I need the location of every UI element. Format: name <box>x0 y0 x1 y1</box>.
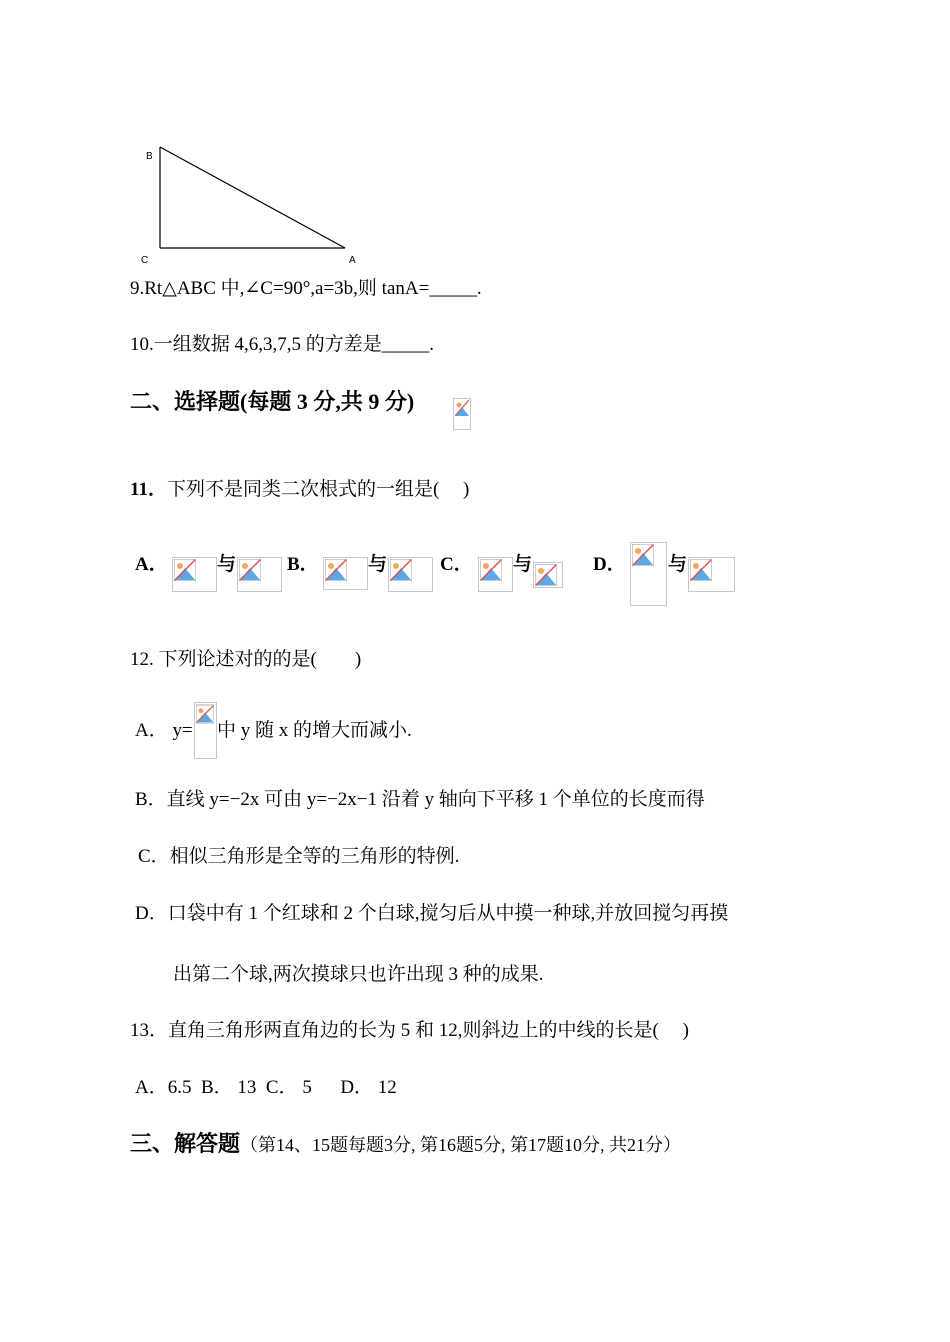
formula-image-icon <box>172 557 217 592</box>
question-11 <box>130 478 469 502</box>
broken-image-icon <box>453 398 471 430</box>
q12-option-b: B．直线 y=−2x 可由 y=−2x−1 沿着 y 轴向下平移 1 个单位的长度而得 <box>135 789 705 810</box>
vertex-label-c: C <box>141 255 149 266</box>
with-label: 与 <box>217 554 237 575</box>
formula-image-icon <box>388 557 433 592</box>
question-11-number: 11． <box>130 479 167 500</box>
section-3-title: 三、解答题 <box>130 1131 241 1156</box>
q12-option-d-line2: 出第二个球,两次摸球只也许出现 3 种的成果. <box>173 964 544 985</box>
formula-image-icon <box>630 542 667 606</box>
question-12: 12. 下列论述对的的是( ) <box>130 649 362 670</box>
vertex-label-b: B <box>146 151 153 162</box>
formula-image-icon <box>533 562 563 588</box>
question-9: 9.Rt△ABC 中,∠C=90°,a=3b,则 tanA=_____. <box>130 278 482 299</box>
section-2-heading: 二、选择题(每题 3 分,共 9 分) <box>130 389 415 414</box>
formula-image-icon <box>237 557 282 592</box>
formula-image-icon <box>194 702 217 759</box>
formula-image-icon <box>478 557 513 592</box>
question-13: 13．直角三角形两直角边的长为 5 和 12,则斜边上的中线的长是( ) <box>130 1020 689 1041</box>
with-label: 与 <box>513 554 533 575</box>
section-3-note: （第14、15题每题3分, 第16题5分, 第17题10分, 共21分） <box>240 1135 682 1155</box>
q12-option-c: C．相似三角形是全等的三角形的特例. <box>138 846 460 867</box>
q12-option-d-line1: D．口袋中有 1 个红球和 2 个白球,搅匀后从中摸一种球,并放回搅匀再摸 <box>135 903 729 924</box>
with-label: 与 <box>668 554 688 575</box>
vertex-label-a: A <box>349 255 356 266</box>
option-d-label: D． <box>593 554 626 575</box>
formula-image-icon <box>323 557 368 590</box>
question-10: 10.一组数据 4,6,3,7,5 的方差是_____. <box>130 334 435 355</box>
option-a-label: A． <box>135 554 168 575</box>
section-3-heading <box>130 1130 681 1158</box>
question-11-text: 下列不是同类二次根式的一组是( ) <box>166 479 470 500</box>
q12-option-a-prefix: A． y= <box>135 720 193 741</box>
q12-option-a-suffix: 中 y 随 x 的增大而减小. <box>217 720 412 741</box>
with-label: 与 <box>368 554 388 575</box>
formula-image-icon <box>688 557 735 592</box>
q13-options: A．6.5 B． 13 C． 5 D． 12 <box>135 1077 397 1098</box>
triangle-figure <box>140 140 360 268</box>
option-b-label: B． <box>287 554 319 575</box>
option-c-label: C． <box>440 554 473 575</box>
